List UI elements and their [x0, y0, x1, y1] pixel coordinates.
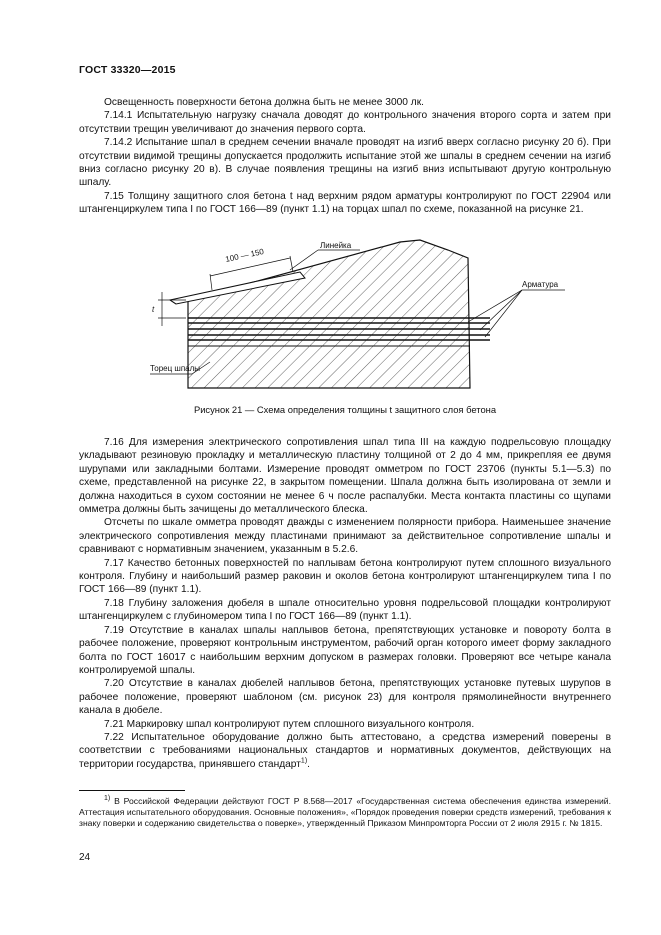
paragraph-7-17: 7.17 Качество бетонных поверхностей по наплывам бетона контролируют путем сплошного визуального контроля. Глубину и наибольший размер раковин и околов бетона контролируют штангенциркулем типа I по ГОСТ 166—89 (пункт 1.1).	[79, 557, 611, 596]
figure-caption: Рисунок 21 — Схема определения толщины t защитного слоя бетона	[193, 404, 497, 415]
rebar-label: Арматура	[522, 280, 559, 289]
paragraph-7-15: 7.15 Толщину защитного слоя бетона t над верхним рядом арматуры контролируют по ГОСТ 22904 или штангенциркулем типа I по ГОСТ 166—89 (пункт 1.1) на торцах шпал по схеме, показанной на рисунке 21.	[79, 190, 611, 216]
page-header: ГОСТ 33320—2015	[79, 64, 176, 76]
footnote	[79, 796, 611, 830]
page-number: 24	[79, 852, 91, 863]
paragraph-7-16: 7.16 Для измерения электрического сопротивления шпал типа III на каждую подрельсовую площадку укладывают резиновую прокладку и металлическую пластину толщиной от 2 до 4 мм, прикрепляя ее двумя шурупами или закладными болтами. Измерение проводят омметром по ГОСТ 23706 (пункты 5.1—5.3) по схеме, представленной на рисунке 22, в закрытом помещении. Шпала должна быть изолирована от земли и должна находиться в сухом состоянии не менее 6 ч после распалубки. Места контакта пластины со щупами омметра должны быть зачищены до металлического блеска.	[79, 437, 611, 516]
footnote-text-wrap	[79, 796, 611, 830]
paragraph-7-14-1: 7.14.1 Испытательную нагрузку сначала доводят до контрольного значения второго сорта и затем при отсутствии трещин увеличивают до значения первого сорта.	[79, 110, 611, 135]
paragraph-7-18: 7.18 Глубину заложения дюбеля в шпале относительно уровня подрельсовой площадки контролируют штангенциркулем с глубиномером типа I по ГОСТ 166—89 (пункт 1.1).	[79, 597, 611, 623]
footnote-mark: 1)	[104, 795, 111, 803]
paragraph-7-20: 7.20 Отсутствие в каналах дюбелей наплывов бетона, препятствующих установке путевых шурупов в рабочее положение, проверяют шаблоном (см. рисунок 23) для контроля прямолинейности внутреннего канала в дюбеле.	[79, 678, 611, 717]
figure-21	[150, 238, 570, 398]
bottom-text-block	[79, 436, 611, 771]
paragraph-readings: Отсчеты по шкале омметра проводят дважды с изменением полярности прибора. Наименьшее значение электрического сопротивления между пластинами принимают за действительное сопротивление шпалы и сравнивают с нормативным значением, указанным в 5.2.6.	[79, 517, 611, 556]
paragraph-7-19: 7.19 Отсутствие в каналах шпалы наплывов бетона, препятствующих установке и повороту болта в рабочее положение, проверяют контрольным инструментом, рабочий орган которого имеет форму закладного болта по ГОСТ 16017 с наибольшим верхним допуском в размерах головки. Проверяют все четыре канала контролируемой шпалы.	[79, 624, 611, 676]
footnote-divider	[79, 790, 185, 791]
end-face-label: Торец шпалы	[150, 364, 201, 373]
figure-21-diagram	[150, 238, 570, 398]
footnote-ref[interactable]: 1)	[300, 757, 308, 765]
t-label: t	[152, 305, 155, 314]
paragraph-7-22-text: 7.22 Испытательное оборудование должно быть аттестовано, а средства измерений поверены в соответствии с требованиями национальных стандартов и нормативных документов, действующих на территории государства, принявшего стандарт	[79, 731, 611, 770]
footnote-text: В Российской Федерации действуют ГОСТ Р 8.568—2017 «Государственная система обеспечения единства измерений. Аттестация испытательного оборудования. Основные положения», «Порядок проведения поверки средств измерений, требования к знаку поверки и содержанию свидетельства о поверке», утвержденный Приказом Минпромторга России от 2 июля 2915 г. № 1815.	[79, 796, 611, 829]
paragraph-7-21: 7.21 Маркировку шпал контролируют путем сплошного визуального контроля.	[104, 718, 475, 730]
paragraph-illumination: Освещенность поверхности бетона должна быть не менее 3000 лк.	[104, 97, 425, 108]
ruler-label: Линейка	[320, 241, 352, 250]
dimension-label: 100 — 150	[224, 247, 265, 264]
paragraph-7-22: 7.22 Испытательное оборудование должно быть аттестовано, а средства измерений поверены в соответствии с требованиями национальных стандартов и нормативных документов, действующих на территории государства, принявшего стандарт$^{1)}$.	[79, 731, 611, 770]
top-text-block	[79, 96, 611, 217]
paragraph-7-14-2: 7.14.2 Испытание шпал в среднем сечении вначале проводят на изгиб вверх согласно рисунку 20 б). При отсутствии видимой трещины допускается продолжить испытание этой же шпалы в среднем сечении на изгиб вниз согласно рисунку 20 в). В случае появления трещины на изгиб вниз испытывают другую контрольную шпалу.	[79, 137, 611, 189]
